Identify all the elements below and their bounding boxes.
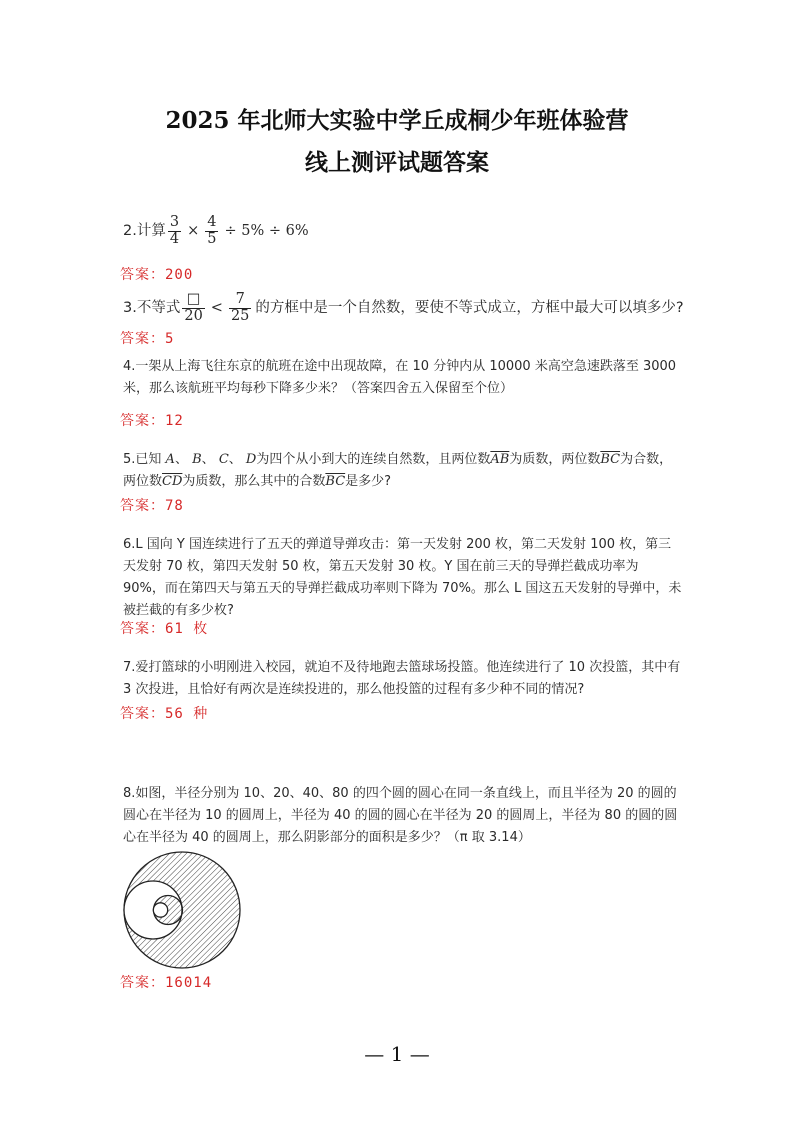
page-number: — 1 — — [364, 1042, 430, 1066]
q2-prefix: 2.计算 — [123, 223, 166, 239]
q8-answer: 答案：16014 — [120, 975, 213, 991]
document-title-line1: 2025 年北师大实验中学丘成桐少年班体验营 — [165, 107, 629, 134]
question-8: 8.如图，半径分别为 10、20、40、80 的四个圆的圆心在同一条直线上，而且半径为 20 的圆的圆心在半径为 10 的圆周上，半径为 40 的圆的圆心在半径为 20 的圆周上，半径为 80 的圆的圆心在半径为 40 的圆周上，那么阴影部分的面积是多少？（π 取 3.14） — [123, 786, 678, 845]
q5-number-bc-2: $\overline{BC}$ — [325, 474, 346, 489]
q7-answer: 答案：56 种 — [120, 706, 209, 722]
q5-number-cd: $\overline{CD}$ — [162, 474, 183, 489]
question-3: 3.不等式 $\frac{□}{20}$ < $\frac{7}{25}$ 的方框中是一个自然数，要使不等式成立，方框中最大可以填多少? — [123, 291, 684, 324]
q3-fraction-2: $\frac{7}{25}$ — [230, 291, 250, 324]
question-4: 4.一架从上海飞往东京的航班在途中出现故障，在 10 分钟内从 10000 米高空急速跌落至 3000 米，那么该航班平均每秒下降多少米？（答案四舍五入保留至个位） — [123, 359, 677, 396]
q5-number-ab: $\overline{AB}$ — [490, 452, 510, 467]
q3-fraction-1: $\frac{□}{20}$ — [184, 291, 203, 324]
q5-number-bc: $\overline{BC}$ — [600, 452, 621, 467]
q5-answer: 答案：78 — [120, 498, 184, 514]
question-7: 7.爱打篮球的小明刚进入校园，就迫不及待地跑去篮球场投篮。他连续进行了 10 次投篮，其中有 3 次投进，且恰好有两次是连续投进的，那么他投篮的过程有多少种不同的情况? — [123, 660, 681, 697]
circles-figure — [118, 848, 244, 970]
question-2: 2.计算 $\frac{3}{4}$ × $\frac{4}{5}$ ÷ 5% ÷ 6% — [123, 214, 309, 247]
document-title-line2: 线上测评试题答案 — [305, 149, 489, 176]
q3-answer: 答案：5 — [120, 331, 175, 347]
q2-fraction-1: $\frac{3}{4}$ — [169, 214, 180, 247]
question-6: 6.L 国向 Y 国连续进行了五天的弹道导弹攻击：第一天发射 200 枚，第二天发射 100 枚，第三天发射 70 枚，第四天发射 50 枚，第五天发射 30 枚。Y 国在前三天的导弹拦截成功率为 90%，而在第四天与第五天的导弹拦截成功率则下降为 70%。那么 L 国这五天发射的导弹中，未被拦截的有多少枚? — [123, 537, 682, 618]
question-5: 5.已知 A、 B、 C、 D为四个从小到大的连续自然数，且两位数$\overline{AB}$为质数，两位数$\overline{BC}$为合数，两位数$\overline{CD}$为质数，那么其中的合数$\overline{BC}$是多少? — [123, 452, 673, 489]
q4-answer: 答案：12 — [120, 413, 184, 429]
q6-answer: 答案：61 枚 — [120, 621, 209, 637]
q2-answer: 答案：200 — [120, 267, 194, 283]
circle-radius-10 — [153, 903, 167, 917]
q2-fraction-2: $\frac{4}{5}$ — [207, 214, 217, 247]
